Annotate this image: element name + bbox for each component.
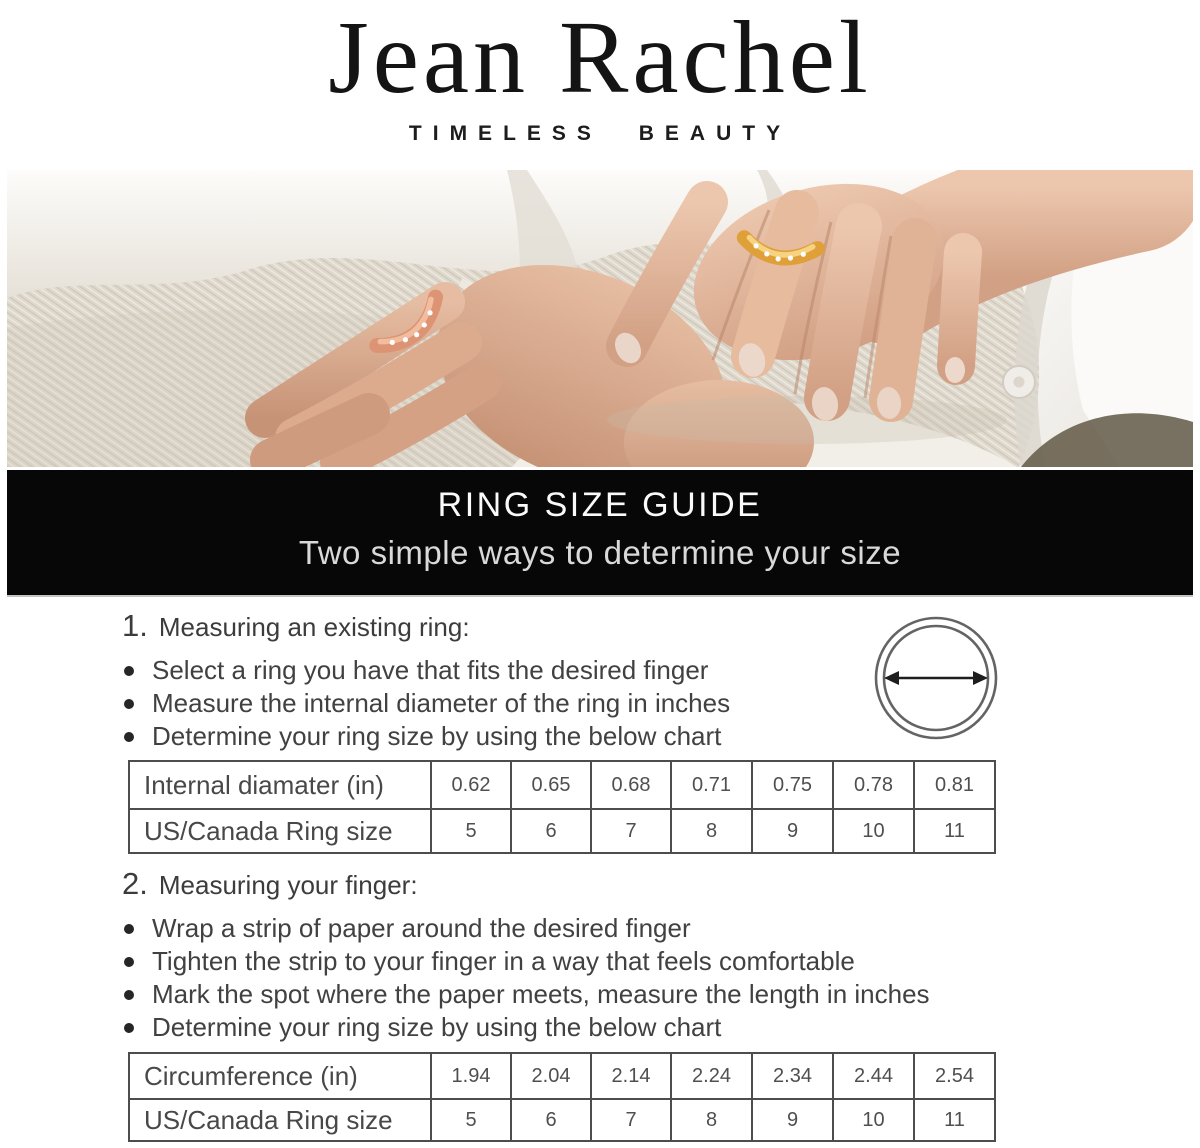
brand-tagline: TIMELESS BEAUTY bbox=[408, 122, 792, 145]
table-cell: 2.14 bbox=[591, 1053, 671, 1099]
list-item bbox=[122, 978, 930, 1011]
bullet-icon bbox=[124, 957, 134, 967]
circumference-size-table bbox=[128, 1052, 996, 1142]
table-cell: 10 bbox=[833, 809, 914, 853]
bullet-text: Tighten the strip to your finger in a way that feels comfortable bbox=[152, 946, 855, 976]
diameter-size-table bbox=[128, 760, 996, 854]
hands-photo-illustration bbox=[7, 170, 1193, 467]
row-label: Circumference (in) bbox=[129, 1053, 431, 1099]
table-row bbox=[129, 1053, 995, 1099]
table-cell: 8 bbox=[671, 1099, 752, 1141]
method-1-heading bbox=[122, 608, 730, 644]
bullet-icon bbox=[124, 924, 134, 934]
table-row bbox=[129, 761, 995, 809]
banner-title: RING SIZE GUIDE bbox=[437, 486, 763, 524]
bullet-icon bbox=[124, 1023, 134, 1033]
bullet-text: Determine your ring size by using the below chart bbox=[152, 721, 722, 751]
table-cell: 9 bbox=[752, 809, 833, 853]
table-row bbox=[129, 809, 995, 853]
bullet-text: Determine your ring size by using the below chart bbox=[152, 1012, 722, 1042]
ring-diameter-diagram bbox=[866, 608, 1006, 748]
method-1-number: 1. bbox=[122, 608, 148, 643]
table-cell: 0.65 bbox=[511, 761, 591, 809]
banner-subtitle: Two simple ways to determine your size bbox=[298, 534, 902, 571]
table-cell: 8 bbox=[671, 809, 752, 853]
table-cell: 2.54 bbox=[914, 1053, 995, 1099]
brand-logo: Jean Rachel bbox=[328, 0, 872, 115]
bullet-icon bbox=[124, 699, 134, 709]
table-cell: 11 bbox=[914, 809, 995, 853]
table-cell: 9 bbox=[752, 1099, 833, 1141]
hands-photo bbox=[7, 170, 1193, 467]
method-2-number: 2. bbox=[122, 866, 148, 901]
method-1-title: Measuring an existing ring: bbox=[158, 612, 470, 642]
table-cell: 5 bbox=[431, 1099, 511, 1141]
method-2-heading bbox=[122, 866, 930, 902]
table-cell: 2.24 bbox=[671, 1053, 752, 1099]
bullet-text: Wrap a strip of paper around the desired finger bbox=[152, 913, 691, 943]
method-2-section bbox=[122, 866, 930, 1044]
list-item bbox=[122, 654, 730, 687]
table-cell: 7 bbox=[591, 1099, 671, 1141]
bullet-text: Measure the internal diameter of the ring in inches bbox=[152, 688, 731, 718]
table-cell: 5 bbox=[431, 809, 511, 853]
ring-size-guide-banner bbox=[7, 470, 1193, 597]
list-item bbox=[122, 945, 930, 978]
bullet-text: Select a ring you have that fits the desired finger bbox=[152, 655, 709, 685]
bullet-icon bbox=[124, 666, 134, 676]
method-1-bullets bbox=[122, 654, 730, 753]
table-cell: 1.94 bbox=[431, 1053, 511, 1099]
method-2-title: Measuring your finger: bbox=[158, 870, 418, 900]
table-cell: 0.68 bbox=[591, 761, 671, 809]
table-cell: 11 bbox=[914, 1099, 995, 1141]
bullet-text: Mark the spot where the paper meets, measure the length in inches bbox=[152, 979, 930, 1009]
list-item bbox=[122, 687, 730, 720]
table-cell: 6 bbox=[511, 809, 591, 853]
table-cell: 0.81 bbox=[914, 761, 995, 809]
table-row bbox=[129, 1099, 995, 1141]
table-cell: 2.34 bbox=[752, 1053, 833, 1099]
bullet-icon bbox=[124, 732, 134, 742]
table-cell: 0.71 bbox=[671, 761, 752, 809]
arrow-left-head bbox=[884, 671, 899, 685]
arrow-right-head bbox=[973, 671, 988, 685]
table-cell: 2.44 bbox=[833, 1053, 914, 1099]
table-cell: 0.62 bbox=[431, 761, 511, 809]
table-cell: 2.04 bbox=[511, 1053, 591, 1099]
row-label: Internal diamater (in) bbox=[129, 761, 431, 809]
row-label: US/Canada Ring size bbox=[129, 1099, 431, 1141]
method-1-section bbox=[122, 608, 730, 753]
list-item bbox=[122, 720, 730, 753]
table-cell: 0.78 bbox=[833, 761, 914, 809]
bullet-icon bbox=[124, 990, 134, 1000]
method-2-bullets bbox=[122, 912, 930, 1044]
table-cell: 7 bbox=[591, 809, 671, 853]
table-cell: 0.75 bbox=[752, 761, 833, 809]
list-item bbox=[122, 912, 930, 945]
list-item bbox=[122, 1011, 930, 1044]
table-cell: 6 bbox=[511, 1099, 591, 1141]
row-label: US/Canada Ring size bbox=[129, 809, 431, 853]
table-cell: 10 bbox=[833, 1099, 914, 1141]
